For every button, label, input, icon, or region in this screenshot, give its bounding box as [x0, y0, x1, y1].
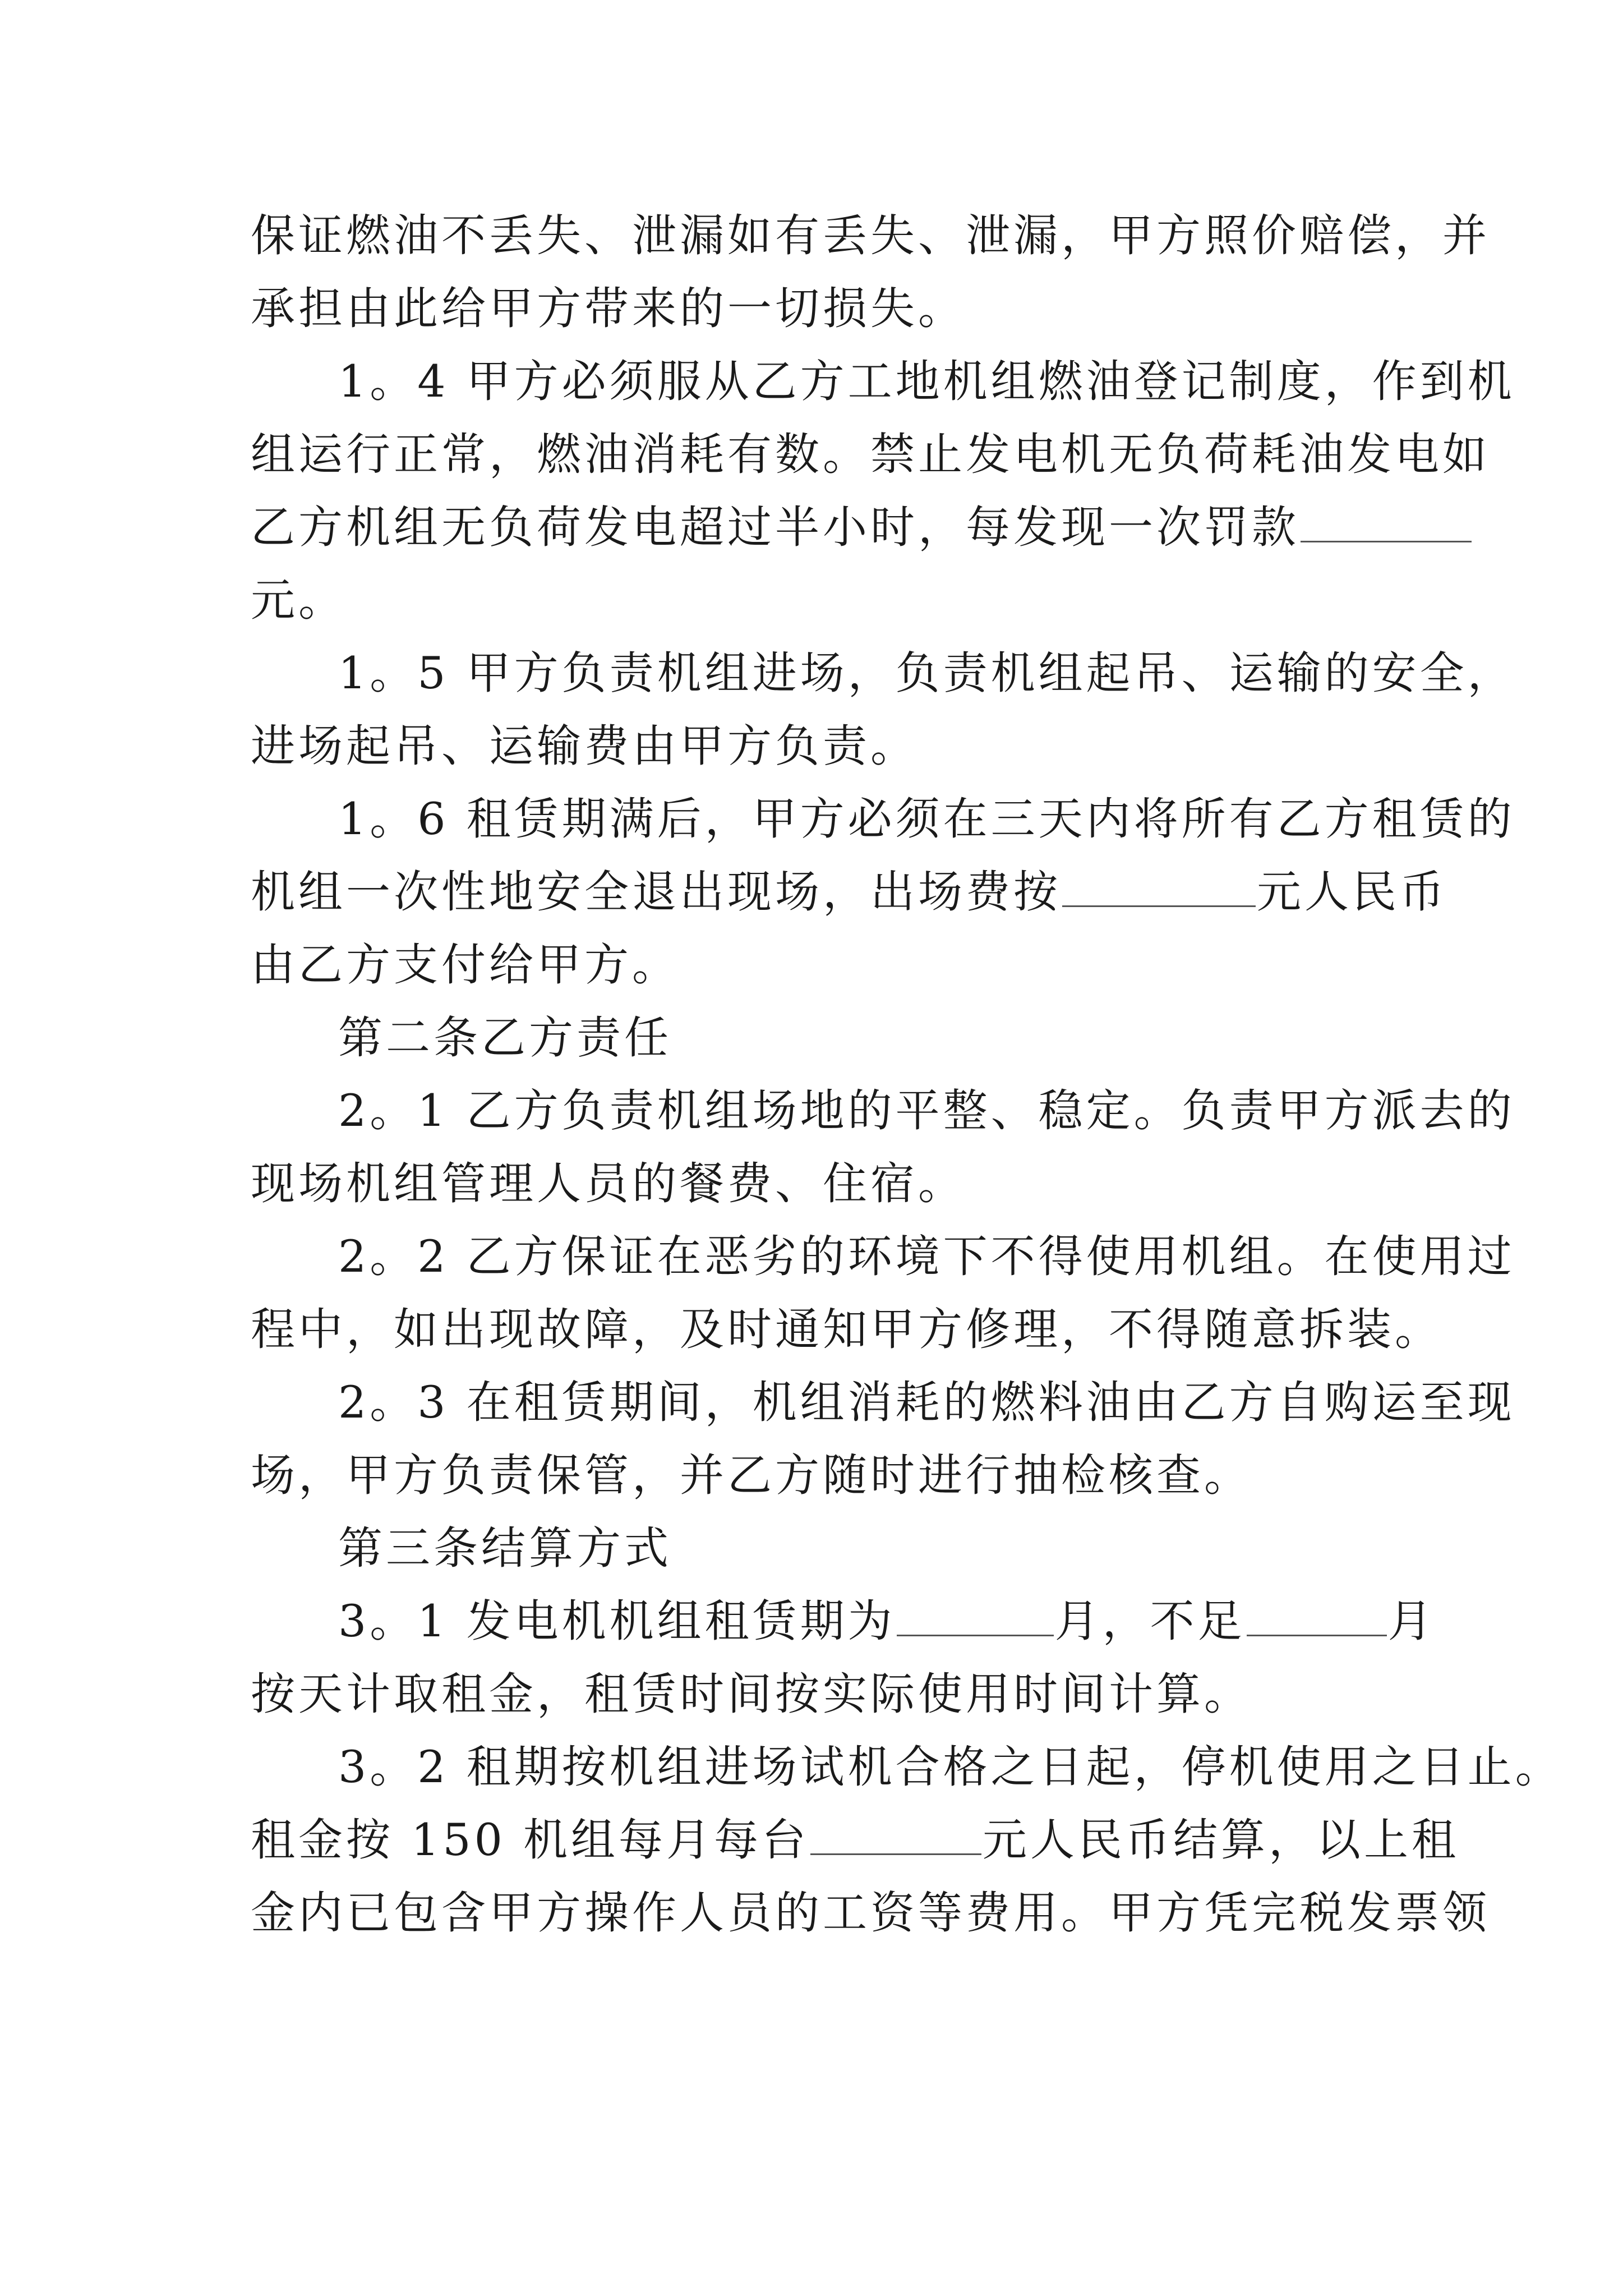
- text-segment: 月: [1387, 1595, 1436, 1647]
- text-line: [251, 1803, 1460, 1876]
- clause-3-2: 3。2 租期按机组进场试机合格之日起，停机使用之日止。: [338, 1741, 1563, 1793]
- clause-2-2: 2。2 乙方保证在恶劣的环境下不得使用机组。在使用过: [338, 1231, 1515, 1282]
- short-period-blank: [1247, 1595, 1387, 1636]
- text-segment: 租金按 150 机组每月每台: [251, 1814, 810, 1866]
- lease-period-blank: [897, 1595, 1054, 1636]
- text-segment: 元人民币结算，以上租: [983, 1814, 1460, 1866]
- section-heading-article-2: 第二条乙方责任: [338, 1012, 672, 1064]
- text-line: 承担由此给甲方带来的一切损失。: [251, 283, 966, 334]
- text-line: 由乙方支付给甲方。: [251, 939, 680, 991]
- clause-2-1: 2。1 乙方负责机组场地的平整、稳定。负责甲方派去的: [338, 1085, 1515, 1137]
- text-segment: 月，不足: [1054, 1595, 1246, 1647]
- text-segment: 机组一次性地安全退出现场，出场费按: [251, 866, 1061, 918]
- clause-1-5: 1。5 甲方负责机组进场，负责机组起吊、运输的安全，: [338, 647, 1515, 699]
- monthly-rent-blank: [810, 1814, 981, 1855]
- text-line: 元。: [251, 574, 346, 626]
- section-heading-article-3: 第三条结算方式: [338, 1522, 672, 1574]
- text-line: 场，甲方负责保管，并乙方随时进行抽检核查。: [251, 1450, 1252, 1501]
- clause-1-4: 1。4 甲方必须服从乙方工地机组燃油登记制度，作到机: [338, 356, 1515, 407]
- text-line: 现场机组管理人员的餐费、住宿。: [251, 1158, 966, 1209]
- text-line: 金内已包含甲方操作人员的工资等费用。甲方凭完税发票领: [251, 1887, 1490, 1939]
- text-line: [251, 855, 1447, 928]
- text-segment: 乙方机组无负荷发电超过半小时，每发现一次罚款: [251, 501, 1299, 553]
- text-line: 进场起吊、运输费由甲方负责。: [251, 720, 918, 772]
- clause-2-3: 2。3 在租赁期间，机组消耗的燃料油由乙方自购运至现: [338, 1377, 1515, 1428]
- exit-fee-blank: [1062, 866, 1256, 907]
- clause-1-6: 1。6 租赁期满后，甲方必须在三天内将所有乙方租赁的: [338, 793, 1515, 845]
- document-body: [251, 199, 1563, 1949]
- text-segment: 元人民币: [1257, 866, 1447, 918]
- text-segment: 3。1 发电机机组租赁期为: [338, 1595, 896, 1647]
- fine-amount-blank: [1301, 501, 1472, 542]
- text-line: 按天计取租金，租赁时间按实际使用时间计算。: [251, 1668, 1252, 1720]
- text-line: [251, 491, 1384, 564]
- text-line: 程中，如出现故障，及时通知甲方修理，不得随意拆装。: [251, 1304, 1442, 1355]
- clause-3-1: [251, 1585, 1436, 1658]
- text-line: 组运行正常，燃油消耗有数。禁止发电机无负荷耗油发电如: [251, 429, 1490, 480]
- text-line: 保证燃油不丢失、泄漏如有丢失、泄漏，甲方照价赔偿，并: [251, 210, 1490, 261]
